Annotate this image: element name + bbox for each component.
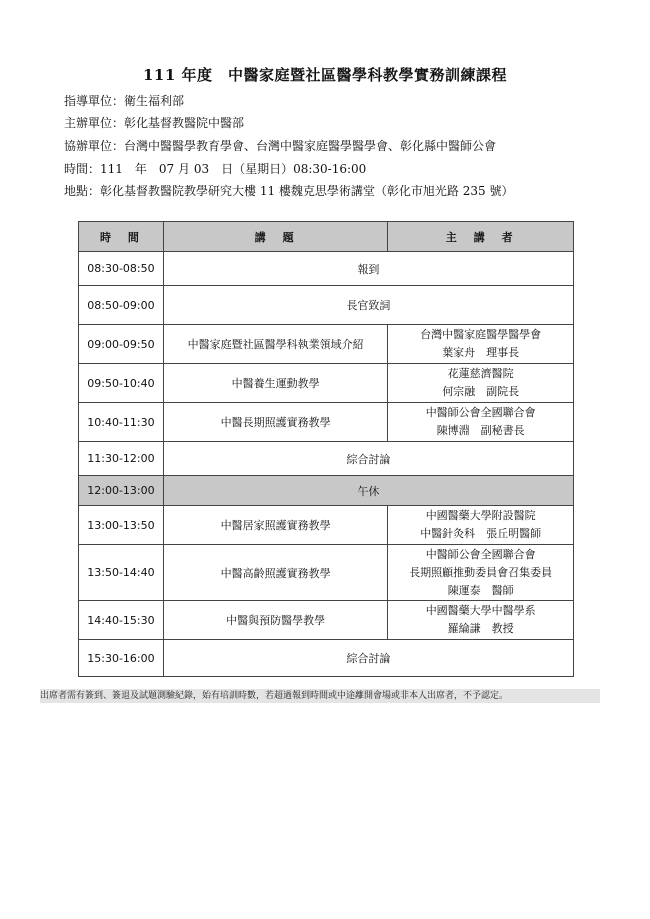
page-title: 111 年度 中醫家庭暨社區醫學科教學實務訓練課程 bbox=[142, 66, 508, 84]
info-organizer bbox=[64, 115, 244, 131]
row-time: 08:50-09:00 bbox=[79, 286, 164, 325]
table-row bbox=[79, 601, 574, 640]
row-topic: 綜合討論 bbox=[163, 442, 573, 476]
speaker-line: 中醫針灸科 張丘明醫師 bbox=[420, 527, 542, 540]
speaker-line: 中醫師公會全國聯合會 bbox=[425, 547, 536, 561]
row-speaker bbox=[388, 403, 574, 442]
row-topic: 中醫與預防醫學教學 bbox=[163, 601, 388, 640]
header-time: 時 間 bbox=[79, 222, 164, 252]
info-value: 台灣中醫醫學教育學會、台灣中醫家庭醫學醫學會、彰化縣中醫師公會 bbox=[124, 139, 497, 153]
row-time: 13:50-14:40 bbox=[79, 545, 164, 601]
row-time: 08:30-08:50 bbox=[79, 252, 164, 286]
info-value: 彰化基督教醫院教學研究大樓 11 樓魏克思學術講堂（彰化市旭光路 235 號） bbox=[100, 184, 514, 198]
table-row bbox=[79, 286, 574, 325]
row-speaker bbox=[388, 364, 574, 403]
table-row bbox=[79, 545, 574, 601]
info-label: 地點： bbox=[64, 184, 101, 198]
info-label: 主辦單位： bbox=[64, 116, 125, 130]
row-time: 12:00-13:00 bbox=[79, 476, 164, 506]
row-time: 15:30-16:00 bbox=[79, 640, 164, 677]
attendance-footnote: 出席者需有簽到、簽退及試題測驗紀錄，始有培訓時數，若超過報到時間或中途離開會場或非本人出席者，不予認定。 bbox=[40, 689, 600, 703]
row-topic: 中醫養生運動教學 bbox=[163, 364, 388, 403]
speaker-line: 陳博淵 副秘書長 bbox=[436, 424, 525, 437]
info-guidance bbox=[64, 93, 184, 109]
info-time bbox=[64, 161, 366, 177]
speaker-line: 中醫師公會全國聯合會 bbox=[425, 406, 536, 419]
row-time: 10:40-11:30 bbox=[79, 403, 164, 442]
row-time: 09:50-10:40 bbox=[79, 364, 164, 403]
info-label: 指導單位： bbox=[64, 94, 125, 108]
row-speaker bbox=[388, 506, 574, 545]
row-topic: 報到 bbox=[163, 252, 573, 286]
info-location bbox=[64, 183, 513, 199]
speaker-line: 何宗融 副院長 bbox=[442, 385, 520, 398]
row-topic: 午休 bbox=[163, 476, 573, 506]
table-row bbox=[79, 403, 574, 442]
speaker-line: 花蓮慈濟醫院 bbox=[447, 367, 514, 380]
row-speaker bbox=[388, 325, 574, 364]
table-row bbox=[79, 442, 574, 476]
table-row bbox=[79, 325, 574, 364]
row-topic: 綜合討論 bbox=[163, 640, 573, 677]
row-topic: 中醫家庭暨社區醫學科執業領域介紹 bbox=[163, 325, 388, 364]
speaker-line: 長期照顧推動委員會召集委員 bbox=[409, 565, 553, 579]
row-time: 09:00-09:50 bbox=[79, 325, 164, 364]
row-speaker bbox=[388, 545, 574, 601]
info-co-organizers bbox=[64, 138, 496, 154]
table-row bbox=[79, 364, 574, 403]
table-row bbox=[79, 252, 574, 286]
speaker-line: 陳運泰 醫師 bbox=[447, 583, 514, 597]
info-value: 衛生福利部 bbox=[124, 94, 185, 108]
row-speaker bbox=[388, 601, 574, 640]
row-time: 11:30-12:00 bbox=[79, 442, 164, 476]
header-topic: 講 題 bbox=[163, 222, 388, 252]
row-topic: 中醫居家照護實務教學 bbox=[163, 506, 388, 545]
table-row-break bbox=[79, 476, 574, 506]
row-topic: 中醫高齡照護實務教學 bbox=[163, 545, 388, 601]
info-value: 111 年 07 月 03 日（星期日）08:30-16:00 bbox=[100, 162, 367, 176]
schedule-table bbox=[78, 221, 574, 677]
speaker-line: 台灣中醫家庭醫學醫學會 bbox=[420, 328, 542, 341]
speaker-line: 中國醫藥大學附設醫院 bbox=[425, 509, 536, 522]
row-topic: 長官致詞 bbox=[163, 286, 573, 325]
row-topic: 中醫長期照護實務教學 bbox=[163, 403, 388, 442]
row-time: 13:00-13:50 bbox=[79, 506, 164, 545]
row-time: 14:40-15:30 bbox=[79, 601, 164, 640]
table-row bbox=[79, 506, 574, 545]
info-label: 協辦單位： bbox=[64, 139, 125, 153]
info-label: 時間： bbox=[64, 162, 101, 176]
speaker-line: 葉家舟 理事長 bbox=[442, 346, 520, 359]
speaker-line: 中國醫藥大學中醫學系 bbox=[425, 604, 536, 617]
table-row bbox=[79, 640, 574, 677]
header-speaker: 主 講 者 bbox=[388, 222, 574, 252]
table-header-row bbox=[79, 222, 574, 252]
speaker-line: 羅綸謙 教授 bbox=[447, 622, 514, 635]
info-value: 彰化基督教醫院中醫部 bbox=[124, 116, 245, 130]
